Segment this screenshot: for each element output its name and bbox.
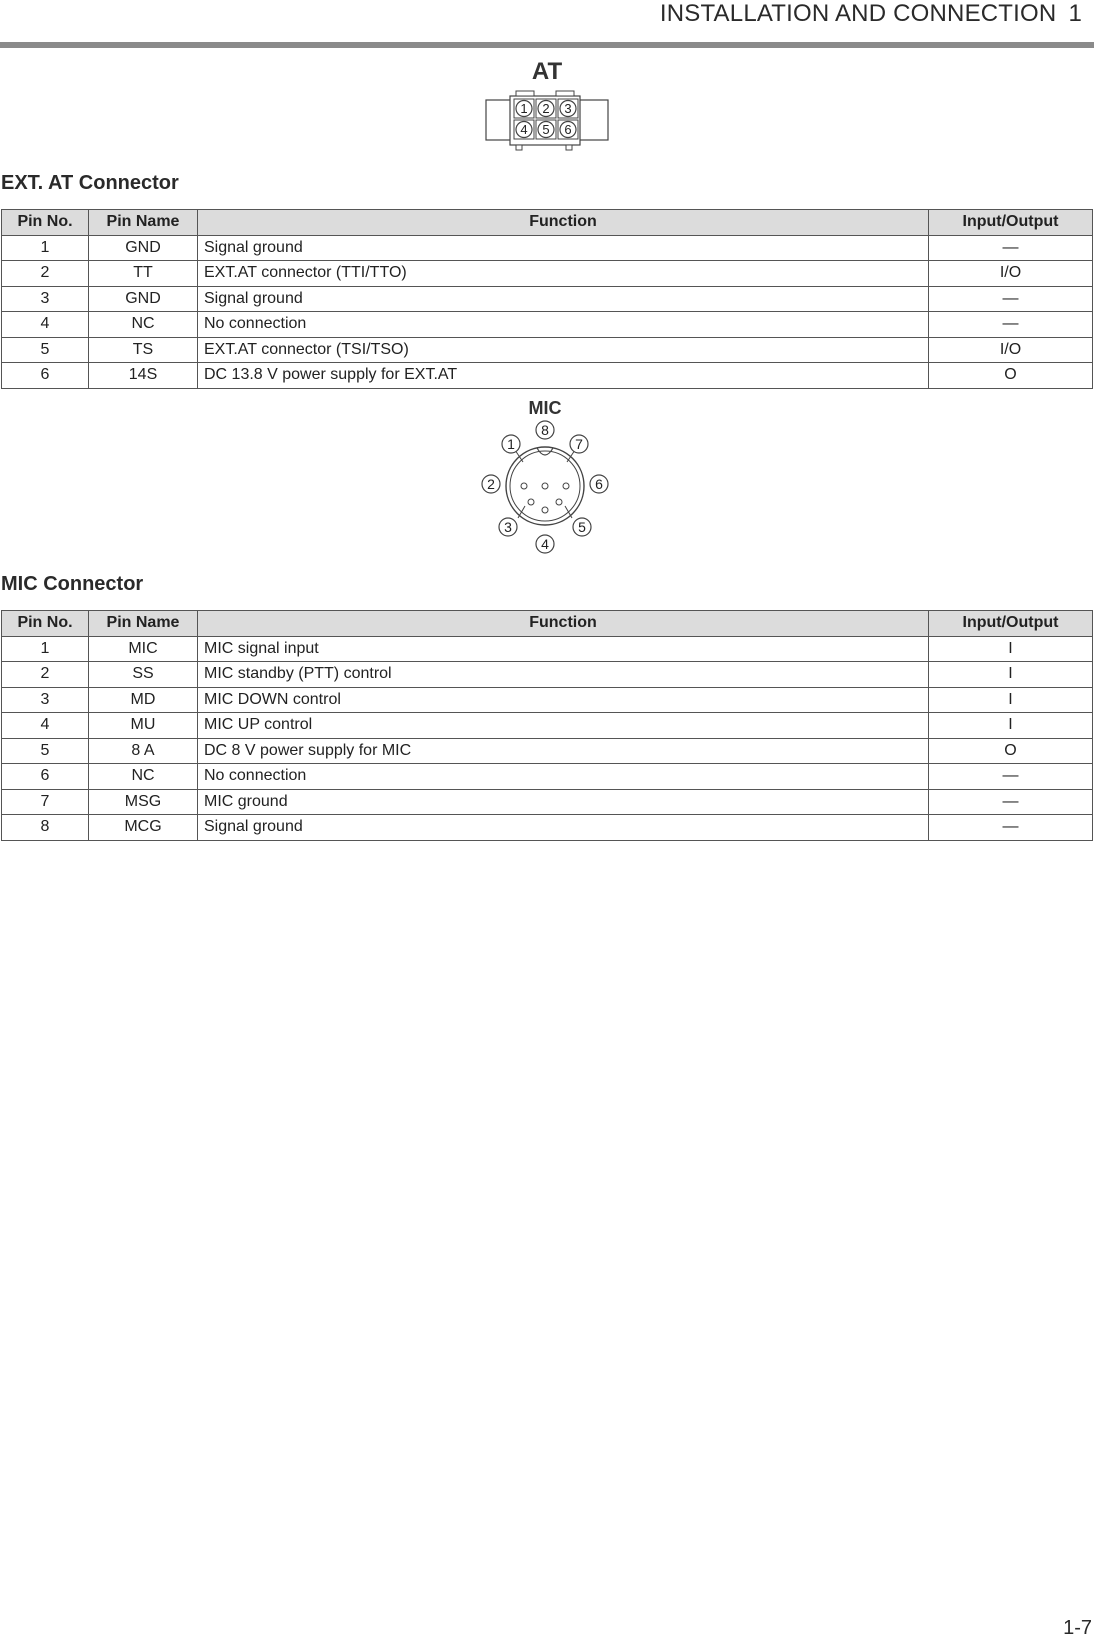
pin-no: 3: [2, 286, 89, 312]
header-rule: [0, 42, 1094, 48]
pin-name: SS: [89, 662, 198, 688]
table-row: [2, 235, 1093, 261]
chapter-number: 1: [1068, 0, 1082, 27]
pin-function: DC 13.8 V power supply for EXT.AT: [198, 363, 929, 389]
pin-function: No connection: [198, 312, 929, 338]
table-row: [2, 764, 1093, 790]
pin-function: MIC signal input: [198, 636, 929, 662]
ext-at-table: [1, 209, 1093, 389]
pin-io: —: [929, 764, 1093, 790]
mic-diagram-label: MIC: [528, 398, 562, 418]
table-row: [2, 789, 1093, 815]
pin-io: I: [929, 713, 1093, 739]
at-pin-label: 3: [564, 101, 572, 116]
pin-function: MIC UP control: [198, 713, 929, 739]
pin-name: TS: [89, 337, 198, 363]
at-diagram-label: AT: [531, 58, 563, 85]
pin-io: —: [929, 815, 1093, 841]
pin-io: I/O: [929, 337, 1093, 363]
pin-name: GND: [89, 286, 198, 312]
pin-name: NC: [89, 312, 198, 338]
pin-io: O: [929, 363, 1093, 389]
pin-no: 8: [2, 815, 89, 841]
mic-pin-label: 4: [541, 536, 549, 552]
page-number: 1-7: [1063, 1617, 1092, 1639]
pin-no: 6: [2, 764, 89, 790]
mic-pin-label: 5: [578, 519, 586, 535]
pin-function: No connection: [198, 764, 929, 790]
mic-pin-label: 3: [504, 519, 512, 535]
table-row: [2, 636, 1093, 662]
pin-no: 1: [2, 235, 89, 261]
pin-name: MCG: [89, 815, 198, 841]
pin-no: 2: [2, 662, 89, 688]
pin-name: MU: [89, 713, 198, 739]
pin-io: I/O: [929, 261, 1093, 287]
column-header: Function: [198, 611, 929, 637]
at-pin-label: 4: [520, 122, 528, 137]
column-header: Function: [198, 210, 929, 236]
column-header: Pin Name: [89, 611, 198, 637]
mic-pin-label: 1: [507, 436, 515, 452]
column-header: Pin Name: [89, 210, 198, 236]
pin-name: 8 A: [89, 738, 198, 764]
table-row: [2, 363, 1093, 389]
column-header: Input/Output: [929, 210, 1093, 236]
pin-io: —: [929, 789, 1093, 815]
pin-no: 6: [2, 363, 89, 389]
pin-name: GND: [89, 235, 198, 261]
pin-function: MIC standby (PTT) control: [198, 662, 929, 688]
pin-no: 4: [2, 713, 89, 739]
pin-name: NC: [89, 764, 198, 790]
table-row: [2, 713, 1093, 739]
pin-function: MIC DOWN control: [198, 687, 929, 713]
pin-io: I: [929, 687, 1093, 713]
at-connector-diagram: [485, 90, 609, 152]
ext-at-heading: EXT. AT Connector: [1, 172, 179, 194]
page-header: [660, 0, 1082, 28]
table-row: [2, 286, 1093, 312]
pin-no: 4: [2, 312, 89, 338]
pin-no: 3: [2, 687, 89, 713]
pin-function: MIC ground: [198, 789, 929, 815]
pin-name: TT: [89, 261, 198, 287]
at-pin-label: 5: [542, 122, 550, 137]
table-row: [2, 662, 1093, 688]
at-pin-label: 2: [542, 101, 550, 116]
pin-function: Signal ground: [198, 815, 929, 841]
mic-pin-label: 7: [575, 436, 583, 452]
pin-io: I: [929, 636, 1093, 662]
table-row: [2, 687, 1093, 713]
mic-connector-diagram: [475, 418, 615, 556]
table-row: [2, 738, 1093, 764]
pin-io: O: [929, 738, 1093, 764]
pin-no: 5: [2, 337, 89, 363]
pin-no: 5: [2, 738, 89, 764]
pin-no: 1: [2, 636, 89, 662]
pin-function: Signal ground: [198, 286, 929, 312]
header-title: INSTALLATION AND CONNECTION: [659, 0, 1057, 27]
mic-pin-label: 8: [541, 422, 549, 438]
pin-name: MIC: [89, 636, 198, 662]
pin-function: EXT.AT connector (TSI/TSO): [198, 337, 929, 363]
table-row: [2, 261, 1093, 287]
table-header-row: [2, 611, 1093, 637]
column-header: Pin No.: [2, 210, 89, 236]
table-header-row: [2, 210, 1093, 236]
pin-function: DC 8 V power supply for MIC: [198, 738, 929, 764]
table-row: [2, 312, 1093, 338]
mic-table: [1, 610, 1093, 841]
pin-name: MSG: [89, 789, 198, 815]
table-row: [2, 337, 1093, 363]
at-pin-label: 1: [520, 101, 528, 116]
pin-name: MD: [89, 687, 198, 713]
pin-io: I: [929, 662, 1093, 688]
column-header: Input/Output: [929, 611, 1093, 637]
pin-function: Signal ground: [198, 235, 929, 261]
pin-name: 14S: [89, 363, 198, 389]
pin-io: —: [929, 235, 1093, 261]
table-row: [2, 815, 1093, 841]
mic-pin-label: 6: [595, 476, 603, 492]
pin-no: 2: [2, 261, 89, 287]
pin-io: —: [929, 286, 1093, 312]
mic-pin-label: 2: [487, 476, 495, 492]
pin-no: 7: [2, 789, 89, 815]
at-pin-label: 6: [564, 122, 572, 137]
pin-io: —: [929, 312, 1093, 338]
column-header: Pin No.: [2, 611, 89, 637]
mic-heading: MIC Connector: [1, 573, 144, 595]
pin-function: EXT.AT connector (TTI/TTO): [198, 261, 929, 287]
